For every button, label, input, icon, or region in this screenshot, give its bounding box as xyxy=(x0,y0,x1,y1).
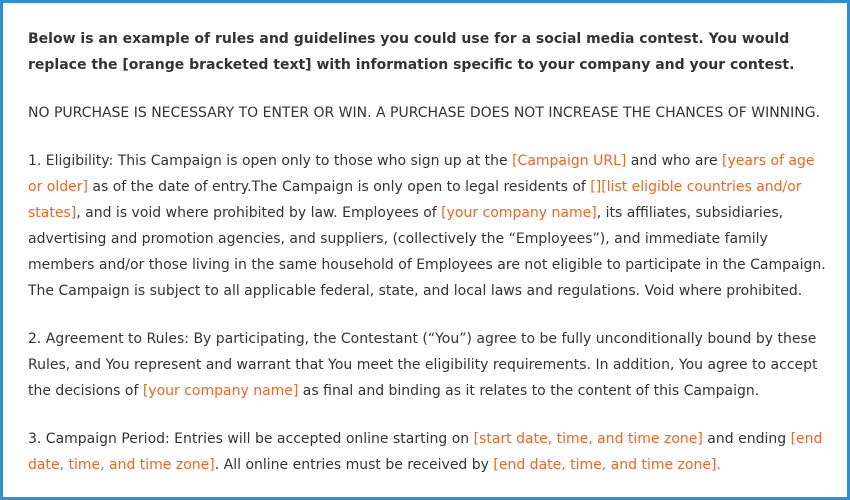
end-date-placeholder: [end date, time, and time zone] xyxy=(28,431,823,473)
eligibility-text-5: , its affiliates, subsidiaries, advertising and promotion agencies, and suppliers, (collectively the “Employees”), and immediate family members and/or those living in the same household of Employees are not eligible to participate in the Campaign. The Campaign is subject to all applicable federal, state, and local laws and regulations. Void where prohibited. xyxy=(28,205,826,299)
campaign-period-paragraph xyxy=(28,426,831,478)
campaign-url-placeholder: [Campaign URL] xyxy=(512,153,627,169)
countries-placeholder: [][list eligible countries and/or states] xyxy=(28,179,802,221)
company-name-placeholder: [your company name] xyxy=(441,205,597,221)
start-date-placeholder: [start date, time, and time zone] xyxy=(473,431,703,447)
company-name-placeholder: [your company name] xyxy=(142,383,299,399)
eligibility-text-3: as of the date of entry.The Campaign is only open to legal residents of xyxy=(87,179,591,195)
period-text-3: . All online entries must be received by xyxy=(214,457,494,473)
eligibility-paragraph xyxy=(28,148,831,304)
intro-paragraph: Below is an example of rules and guidelines you could use for a social media contest. You would replace the [orange bracketed text] with information specific to your company and your contest. xyxy=(28,31,795,73)
agreement-text-2: as final and binding as it relates to the content of this Campaign. xyxy=(298,383,760,399)
no-purchase-paragraph: NO PURCHASE IS NECESSARY TO ENTER OR WIN. A PURCHASE DOES NOT INCREASE THE CHANCES OF WINNING. xyxy=(28,105,821,121)
eligibility-text-1: 1. Eligibility: This Campaign is open only to those who sign up at the xyxy=(28,153,513,169)
eligibility-text-4: , and is void where prohibited by law. Employees of xyxy=(76,205,442,221)
contest-rules-document xyxy=(28,26,831,500)
period-text-1: 3. Campaign Period: Entries will be accepted online starting on xyxy=(28,431,474,447)
age-placeholder: [years of age or older] xyxy=(28,153,815,195)
agreement-paragraph xyxy=(28,326,831,404)
period-text-2: and ending xyxy=(702,431,791,447)
end-date-placeholder: [end date, time, and time zone]. xyxy=(493,457,721,473)
eligibility-text-2: and who are xyxy=(626,153,723,169)
agreement-text-1: 2. Agreement to Rules: By participating, the Contestant (“You”) agree to be fully unconditionally bound by these Rules, and You represent and warrant that You meet the eligibility requirements. In addition, You agree to accept the decisions of xyxy=(28,331,818,399)
